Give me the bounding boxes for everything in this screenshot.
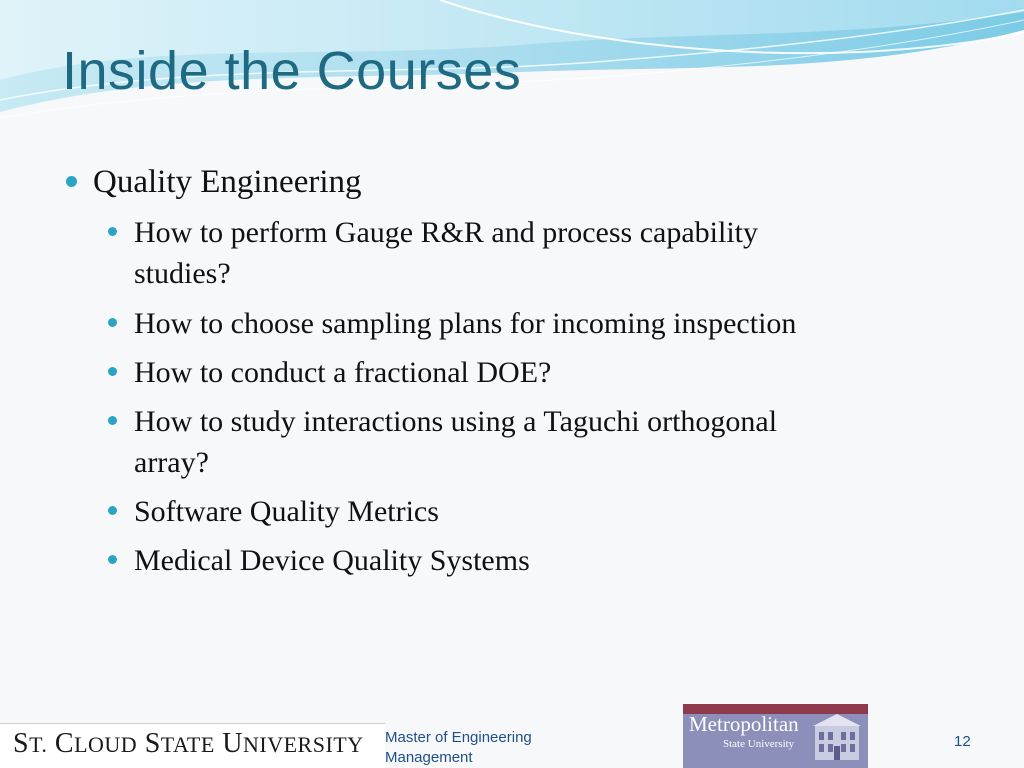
bullet-icon (108, 555, 117, 564)
metropolitan-logo (683, 704, 868, 768)
bullet-icon (108, 416, 117, 425)
program-name (385, 728, 575, 768)
sub-bullet-line: How to study interactions using a Taguchi orthogonal (134, 405, 778, 438)
sub-bullet-taguchi (134, 401, 954, 483)
sub-bullet-medical-device: Medical Device Quality Systems (134, 544, 530, 577)
university-wordmark: ST. CLOUD STATE UNIVERSITY (13, 728, 364, 759)
page-number: 12 (954, 733, 971, 750)
program-line: Master of Engineering (385, 729, 532, 746)
program-line: Management (385, 749, 473, 766)
bullet-icon (108, 367, 117, 376)
building-icon (811, 712, 863, 762)
logo-subtitle: State University (723, 738, 795, 750)
sub-bullet-software-metrics: Software Quality Metrics (134, 495, 439, 528)
bullet-icon (108, 227, 117, 236)
sub-bullet-fractional-doe: How to conduct a fractional DOE? (134, 356, 552, 389)
sub-bullet-gauge-rr (134, 212, 954, 294)
bullet-quality-engineering: Quality Engineering (93, 164, 362, 200)
bullet-icon (108, 506, 117, 515)
sub-bullet-line: array? (134, 446, 209, 479)
sub-bullet-sampling-plans: How to choose sampling plans for incoming inspection (134, 307, 797, 340)
bullet-icon (66, 176, 77, 187)
sub-bullet-line: How to perform Gauge R&R and process capability (134, 216, 759, 249)
slide-title: Inside the Courses (62, 41, 522, 101)
sub-bullet-line: studies? (134, 257, 231, 290)
bullet-icon (108, 318, 117, 327)
logo-name: Metropolitan (689, 712, 799, 736)
